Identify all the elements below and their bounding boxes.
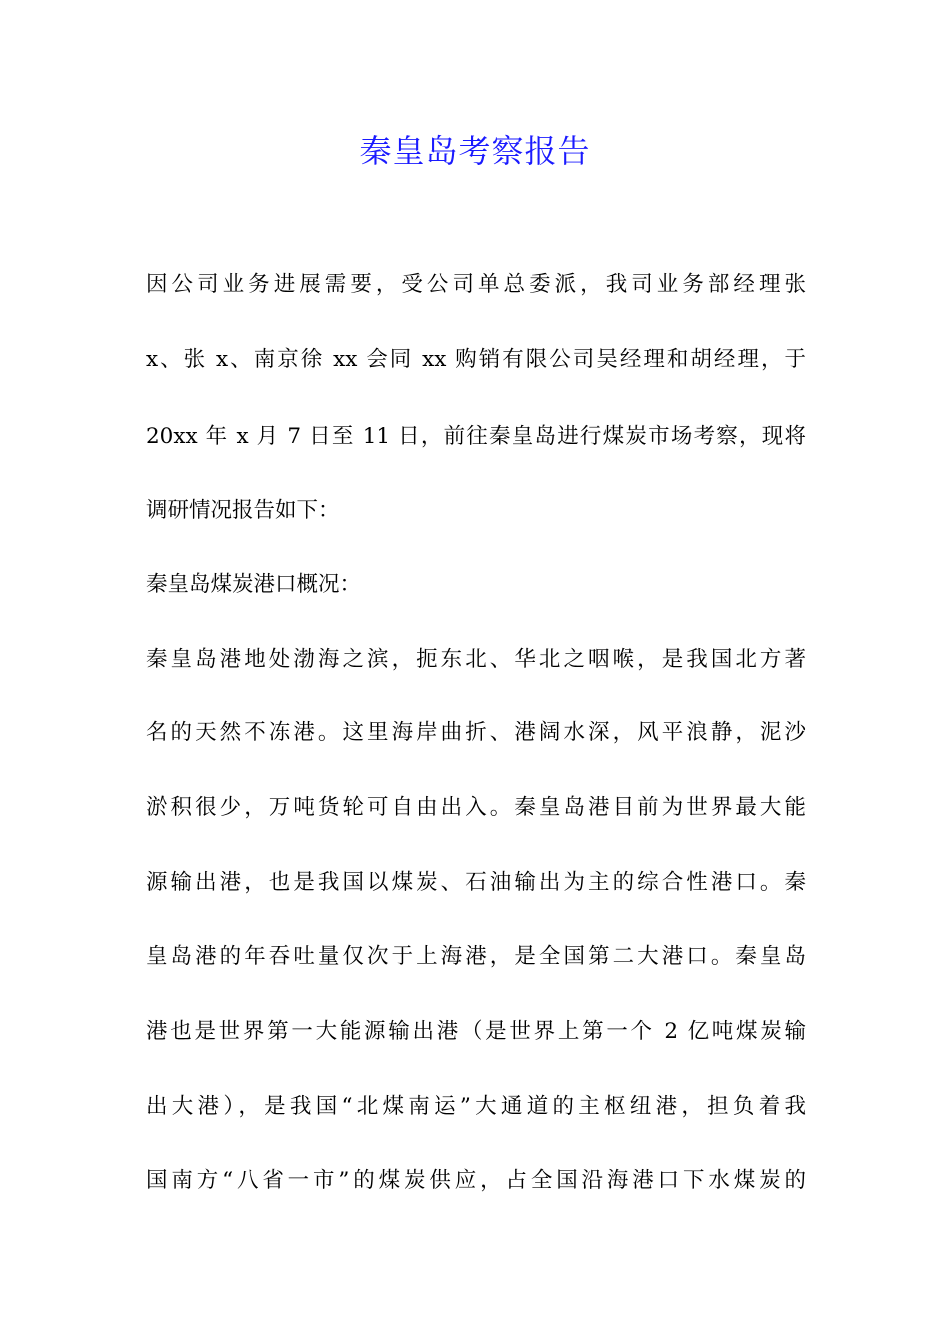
body-line: x、张 x、南京徐 xx 会同 xx 购销有限公司吴经理和胡经理，于 [146, 347, 806, 372]
section-heading: 秦皇岛煤炭港口概况： [146, 572, 362, 597]
body-line: 源输出港，也是我国以煤炭、石油输出为主的综合性港口。秦 [146, 870, 806, 895]
body-line: 因公司业务进展需要，受公司单总委派，我司业务部经理张 [146, 272, 806, 297]
body-line: 皇岛港的年吞吐量仅次于上海港，是全国第二大港口。秦皇岛 [146, 944, 806, 969]
body-line: 港也是世界第一大能源输出港（是世界上第一个 2 亿吨煤炭输 [146, 1019, 806, 1044]
body-line: 调研情况报告如下： [146, 498, 340, 523]
body-line: 国南方“八省一市”的煤炭供应，占全国沿海港口下水煤炭的 [146, 1168, 806, 1193]
body-line: 出大港），是我国“北煤南运”大通道的主枢纽港，担负着我 [146, 1094, 806, 1119]
body-line: 秦皇岛港地处渤海之滨，扼东北、华北之咽喉，是我国北方著 [146, 647, 806, 672]
body-line: 淤积很少，万吨货轮可自由出入。秦皇岛港目前为世界最大能 [146, 795, 806, 820]
body-line: 20xx 年 x 月 7 日至 11 日，前往秦皇岛进行煤炭市场考察，现将 [146, 424, 806, 449]
document-title: 秦皇岛考察报告 [359, 132, 591, 170]
body-line: 名的天然不冻港。这里海岸曲折、港阔水深，风平浪静，泥沙 [146, 720, 806, 745]
